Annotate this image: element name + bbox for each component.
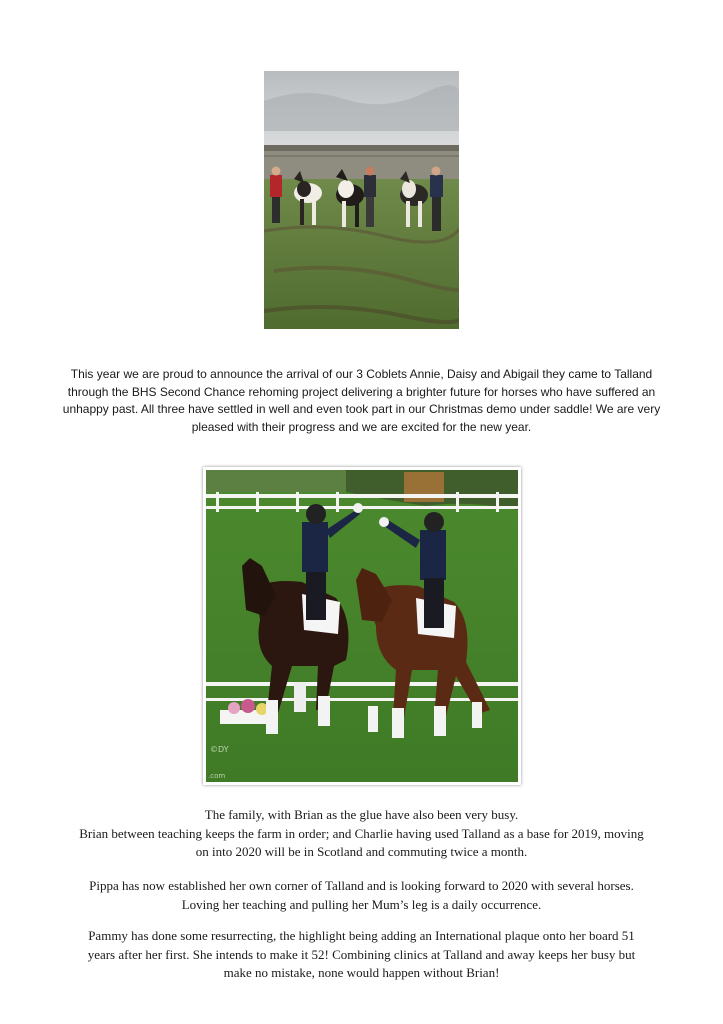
photo-corner-text: .com — [208, 772, 226, 780]
text-line: Brian between teaching keeps the farm in order; and Charlie having used Talland as a base for 2019, moving — [79, 825, 644, 841]
pammy-paragraph — [30, 927, 693, 983]
text-line: The family, with Brian as the glue have also been very busy. — [204, 807, 519, 822]
text-line: make no mistake, none would happen without Brian! — [223, 965, 500, 980]
pippa-paragraph — [30, 877, 693, 914]
coblets-photo — [264, 71, 459, 329]
text-line: through the BHS Second Chance rehoming project delivering a brighter future for horses who have suffered an — [67, 384, 656, 399]
text-line: Pippa has now established her own corner of Talland and is looking forward to 2020 with several horses. — [89, 878, 634, 893]
coblets-announcement — [40, 366, 683, 436]
riders-high-five-photo — [206, 470, 518, 782]
text-line: on into 2020 will be in Scotland and commuting twice a month. — [195, 844, 528, 859]
family-paragraph — [30, 806, 693, 862]
text-line: unhappy past. All three have settled in well and even took part in our Christmas demo under saddle! We are very — [62, 402, 661, 416]
text-line: This year we are proud to announce the arrival of our 3 Coblets Annie, Daisy and Abigail they came to Talland — [70, 367, 653, 381]
photo-watermark: ©DY — [210, 745, 229, 754]
text-line: years after her first. She intends to make it 52! Combining clinics at Talland and away keeps her busy but — [87, 946, 636, 962]
text-line: Pammy has done some resurrecting, the highlight being adding an International plaque onto her board 51 — [88, 928, 635, 943]
text-line: pleased with their progress and we are excited for the new year. — [191, 419, 532, 434]
text-line: Loving her teaching and pulling her Mum’s leg is a daily occurrence. — [181, 896, 542, 912]
